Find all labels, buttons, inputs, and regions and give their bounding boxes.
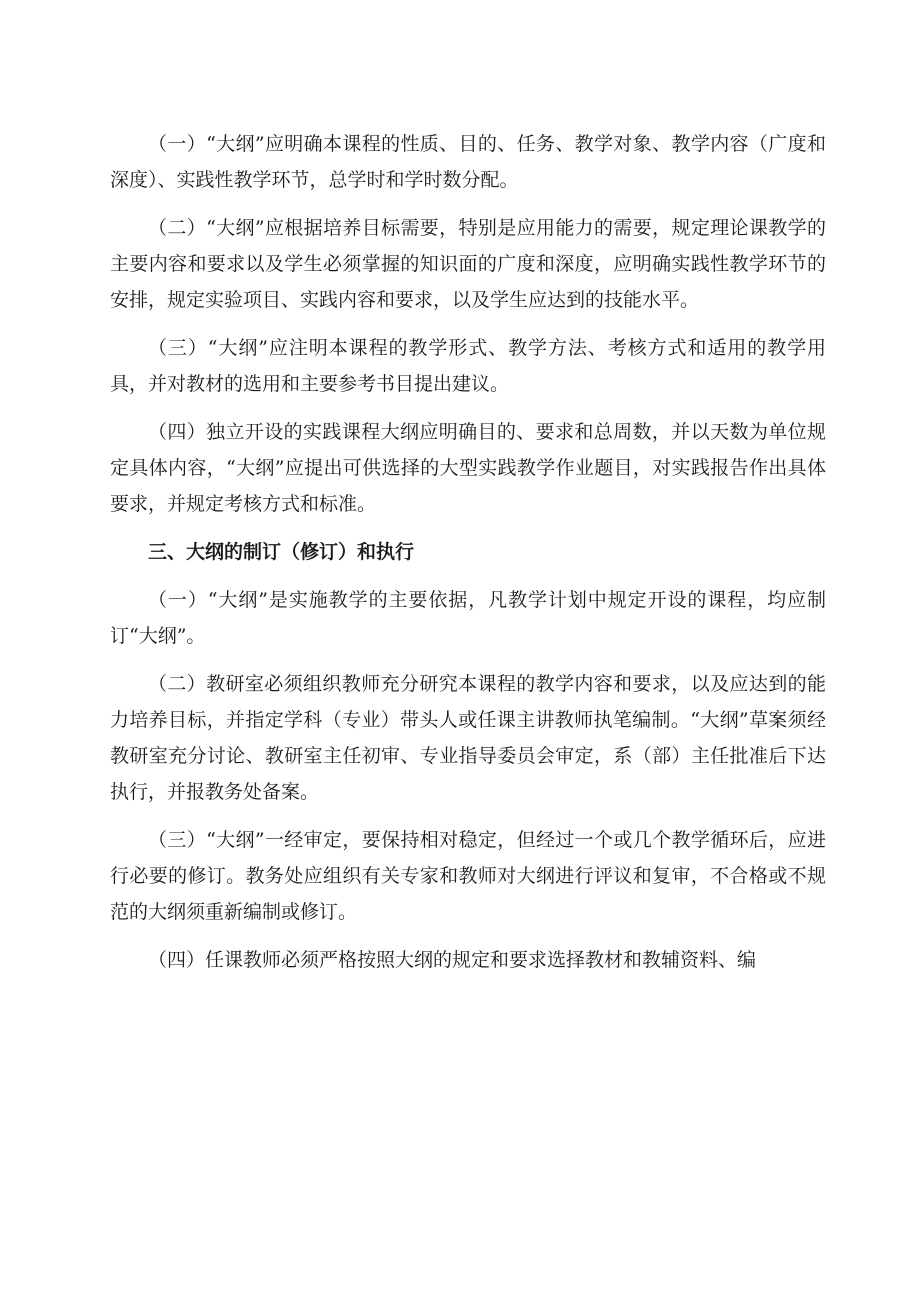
paragraph-content-requirements: （一）“大纲”应明确本课程的性质、目的、任务、教学对象、教学内容（广度和深度）、实践性教学环节，总学时和学时数分配。: [110, 133, 826, 191]
paragraph-practice-course: （四）独立开设的实践课程大纲应明确目的、要求和总周数，并以天数为单位规定具体内容，“大纲”应提出可供选择的大型实践教学作业题目，对实践报告作出具体要求，并规定考核方式和标准。: [110, 421, 826, 515]
paragraph-main-basis: （一）“大纲”是实施教学的主要依据，凡教学计划中规定开设的课程，均应制订“大纲”。: [110, 589, 826, 647]
paragraph-teaching-form: （三）“大纲”应注明本课程的教学形式、教学方法、考核方式和适用的教学用具，并对教材的选用和主要参考书目提出建议。: [110, 337, 826, 395]
paragraph-teaching-content: （二）“大纲”应根据培养目标需要，特别是应用能力的需要，规定理论课教学的主要内容和要求以及学生必须掌握的知识面的广度和深度，应明确实践性教学环节的安排，规定实验项目、实践内容和要求，以及学生应达到的技能水平。: [110, 217, 826, 311]
paragraph-teacher-compliance: （四）任课教师必须严格按照大纲的规定和要求选择教材和教辅资料、编: [148, 949, 757, 971]
section-heading: 三、大纲的制订（修订）和执行: [148, 541, 415, 563]
paragraph-revision: （三）“大纲”一经审定，要保持相对稳定，但经过一个或几个教学循环后，应进行必要的修订。教务处应组织有关专家和教师对大纲进行评议和复审，不合格或不规范的大纲须重新编制或修订。: [110, 829, 826, 923]
paragraph-drafting-process: （二）教研室必须组织教师充分研究本课程的教学内容和要求，以及应达到的能力培养目标，并指定学科（专业）带头人或任课主讲教师执笔编制。“大纲”草案须经教研室充分讨论、教研室主任初审、专业指导委员会审定，系（部）主任批准后下达执行，并报教务处备案。: [110, 673, 826, 803]
document-body: [110, 126, 826, 990]
